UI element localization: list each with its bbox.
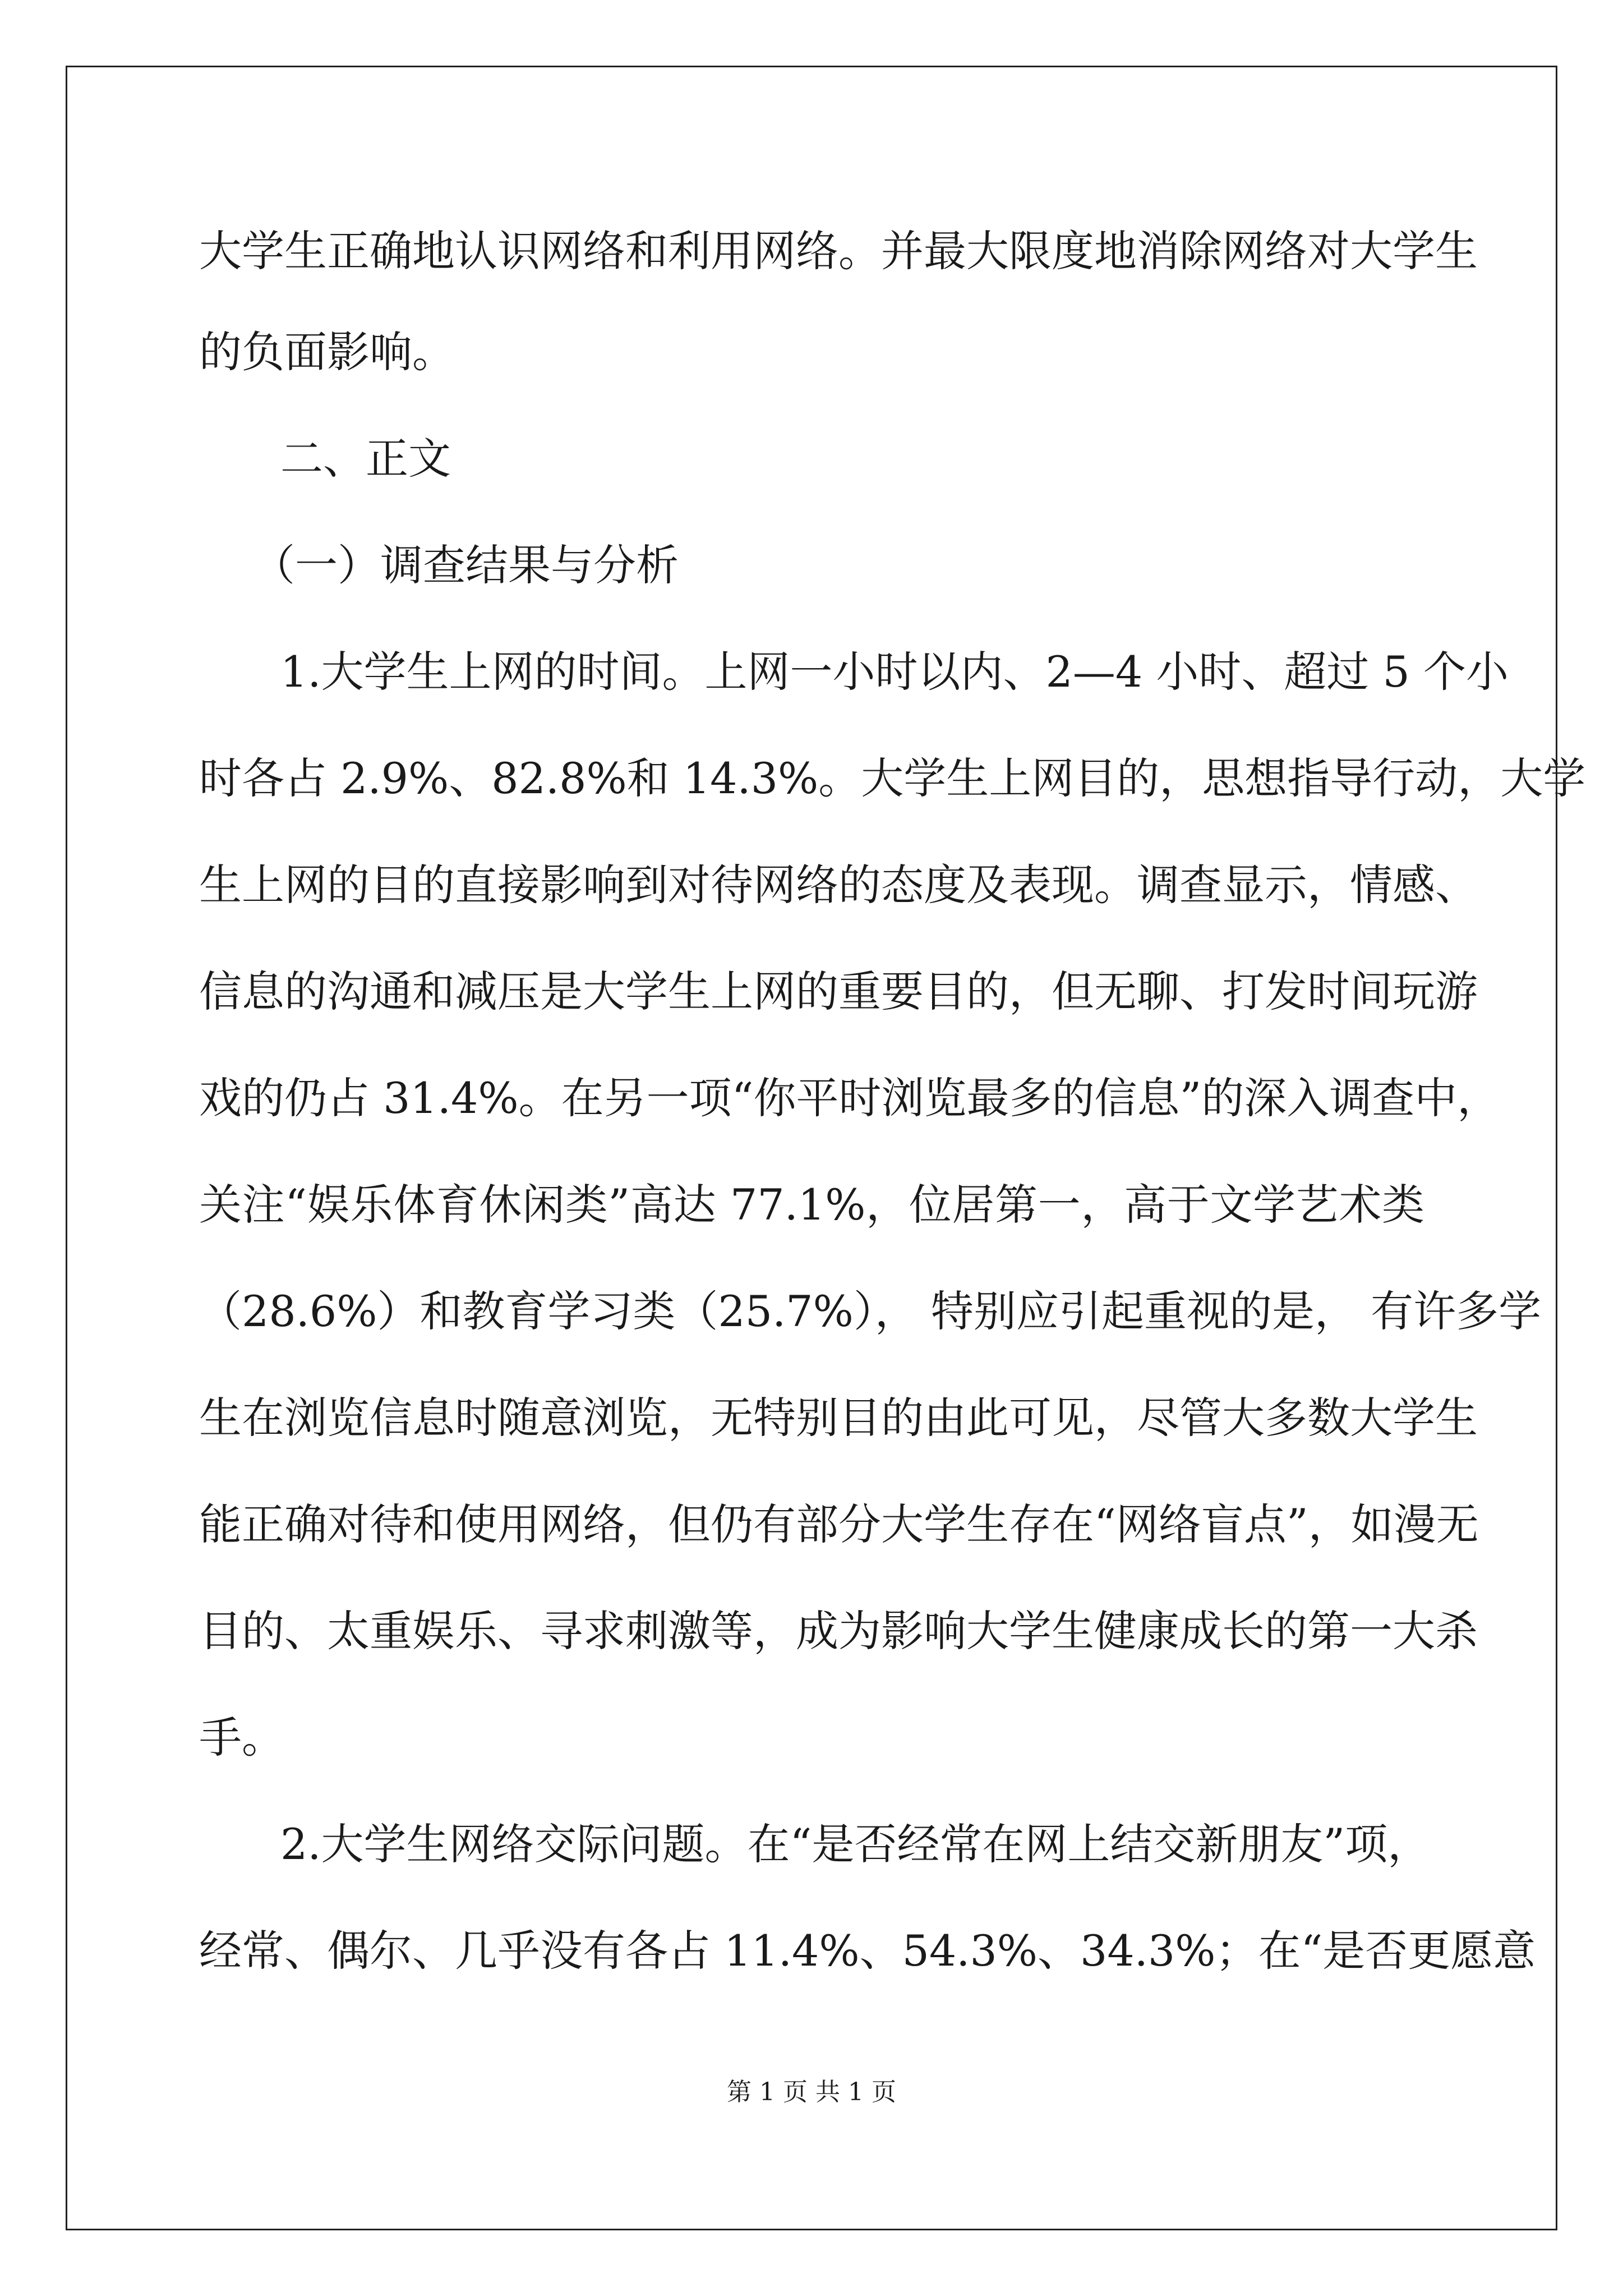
text-line: 戏的仍占 31.4%。在另一项“你平时浏览最多的信息”的深入调查中， bbox=[199, 1073, 1500, 1123]
text-line: 大学生正确地认识网络和利用网络。并最大限度地消除网络对大学生 bbox=[199, 226, 1478, 276]
text-line: 手。 bbox=[199, 1713, 284, 1763]
text-line: 的负面影响。 bbox=[199, 327, 455, 377]
text-line: 生上网的目的直接影响到对待网络的态度及表现。调查显示，情感、 bbox=[199, 860, 1478, 910]
text-line: 目的、太重娱乐、寻求刺激等，成为影响大学生健康成长的第一大杀 bbox=[199, 1606, 1478, 1656]
text-line: 时各占 2.9%、82.8%和 14.3%。大学生上网目的，思想指导行动，大学 bbox=[199, 753, 1586, 803]
text-line: （28.6%）和教育学习类（25.7%）， 特别应引起重视的是， 有许多学 bbox=[199, 1286, 1542, 1336]
text-line: 关注“娱乐体育休闲类”高达 77.1%，位居第一，高于文学艺术类 bbox=[199, 1180, 1424, 1230]
text-line: 信息的沟通和减压是大学生上网的重要目的，但无聊、打发时间玩游 bbox=[199, 967, 1478, 1016]
text-line: 2.大学生网络交际问题。在“是否经常在网上结交新朋友”项， bbox=[280, 1819, 1431, 1869]
text-line: 能正确对待和使用网络，但仍有部分大学生存在“网络盲点”，如漫无 bbox=[199, 1499, 1479, 1549]
page-number-footer: 第 1 页 共 1 页 bbox=[727, 2078, 896, 2106]
page-border bbox=[66, 66, 1586, 2230]
text-line: 生在浏览信息时随意浏览，无特别目的由此可见，尽管大多数大学生 bbox=[199, 1393, 1478, 1443]
text-line: 经常、偶尔、几乎没有各占 11.4%、54.3%、34.3%；在“是否更愿意 bbox=[199, 1926, 1536, 1976]
section-heading: 二、正文 bbox=[280, 434, 451, 484]
subsection-heading: （一）调查结果与分析 bbox=[252, 540, 679, 590]
text-line: 1.大学生上网的时间。上网一小时以内、2—4 小时、超过 5 个小 bbox=[280, 647, 1509, 697]
